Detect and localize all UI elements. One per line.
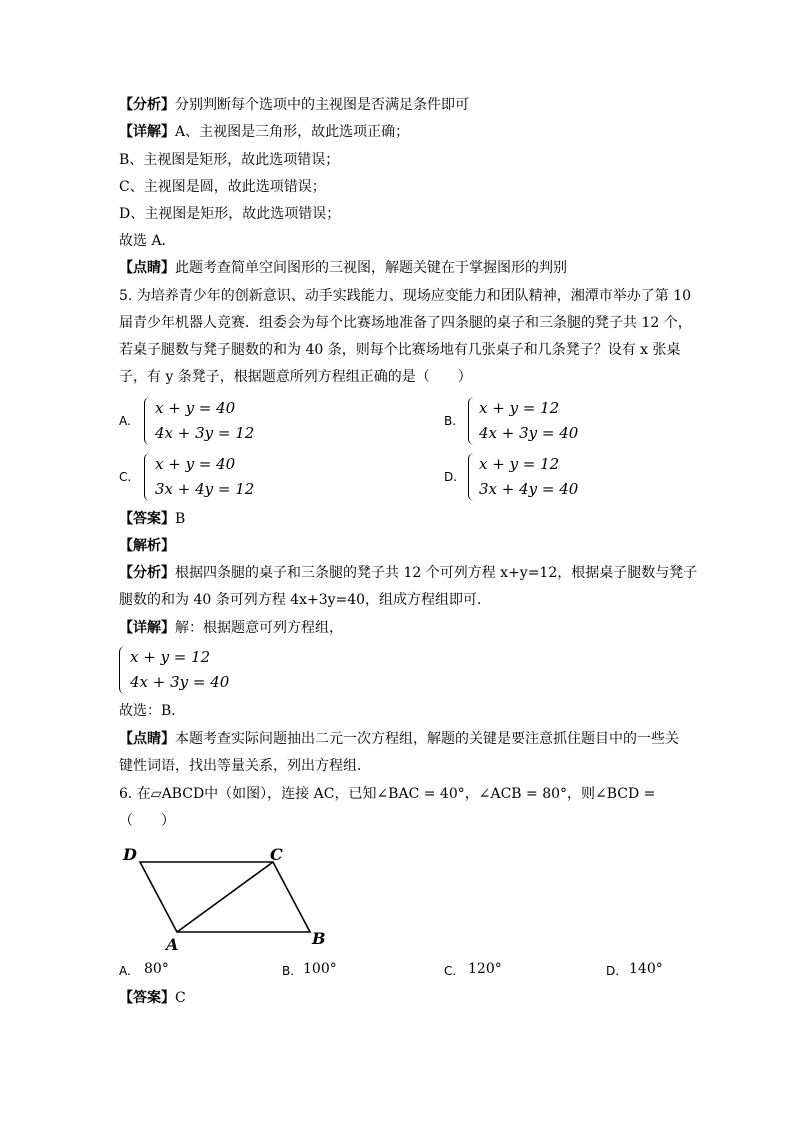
- answer-tag: 【答案】: [119, 990, 175, 1006]
- q5-comment-text1: 本题考查实际问题抽出二元一次方程组，解题的关键是要注意抓住题目中的一些关: [175, 731, 679, 747]
- brace: [144, 453, 152, 501]
- analysis-text: 分别判断每个选项中的主视图是否满足条件即可: [175, 97, 469, 113]
- q5-option-a-system: [144, 397, 254, 445]
- detail-tag: 【详解】: [119, 124, 175, 140]
- prev-choose-text: 故选 A．: [119, 233, 176, 249]
- detail-b-text: B、主视图是矩形，故此选项错误；: [119, 152, 340, 168]
- q5-choose-text: 故选：B．: [119, 703, 186, 719]
- vertex-label-d: D: [123, 845, 137, 864]
- q5-option-c-system: [144, 453, 254, 501]
- q5-option-c-eq1: x + y = 40: [155, 455, 236, 473]
- prev-detail-line: [119, 122, 409, 142]
- q6-option-b-label: B.: [282, 964, 295, 978]
- vertex-label-c: C: [270, 845, 283, 864]
- brace: [468, 397, 476, 445]
- q6-option-b-value: 100°: [303, 961, 337, 977]
- prev-analysis-line: [119, 95, 469, 115]
- prev-comment-line: [119, 258, 567, 278]
- q5-comment-line1: [119, 729, 679, 749]
- vertex-label-a: A: [166, 935, 179, 954]
- q6-stem-line1: 6. 在▱ABCD中（如图），连接 AC，已知∠BAC = 40°，∠ACB = 80°，则∠BCD =: [119, 786, 656, 802]
- q5-solution-system: [119, 646, 229, 694]
- explain-tag: 【解析】: [119, 538, 175, 554]
- vertex-label-b: B: [312, 929, 326, 948]
- q5-stem-line4: 子，有 y 条凳子，根据题意所列方程组正确的是（ ）: [119, 369, 472, 385]
- q6-option-c-value: 120°: [468, 961, 502, 977]
- brace: [468, 453, 476, 501]
- q5-stem-line1: 5. 为培养青少年的创新意识、动手实践能力、现场应变能力和团队精神，湘潭市举办了第 10: [119, 288, 692, 304]
- q5-option-d-eq1: x + y = 12: [479, 455, 560, 473]
- q5-analysis-line1: [119, 563, 697, 583]
- q5-option-d-eq2: 3x + 4y = 40: [479, 480, 579, 498]
- q5-stem-line2: 届青少年机器人竞赛．组委会为每个比赛场地准备了四条腿的桌子和三条腿的凳子共 12 个，: [119, 315, 692, 331]
- q5-analysis-text2: 腿数的和为 40 条可列方程 4x+3y=40，组成方程组即可．: [119, 592, 492, 608]
- q5-option-c-label: C.: [119, 470, 132, 484]
- detail-a-text: A、主视图是三角形，故此选项正确；: [175, 124, 410, 140]
- q5-solution-eq2: 4x + 3y = 40: [130, 673, 230, 691]
- q5-detail-text: 解：根据题意可列方程组，: [175, 620, 343, 636]
- q6-option-d-label: D.: [606, 964, 620, 978]
- q5-analysis-text1: 根据四条腿的桌子和三条腿的凳子共 12 个可列方程 x+y=12，根据桌子腿数与凳子: [175, 565, 698, 581]
- analysis-tag: 【分析】: [119, 565, 175, 581]
- detail-c-text: C、主视图是圆，故此选项错误；: [119, 179, 326, 195]
- comment-tag: 【点睛】: [119, 731, 175, 747]
- q5-option-d-system: [468, 453, 578, 501]
- diagonal-ac: [177, 862, 273, 932]
- q5-explain-tag: [119, 536, 175, 556]
- q5-option-b-label: B.: [444, 414, 457, 428]
- q6-stem-line2: （ ）: [119, 813, 175, 829]
- brace: [144, 397, 152, 445]
- q6-option-c-label: C.: [444, 964, 457, 978]
- comment-tag: 【点睛】: [119, 260, 175, 276]
- answer-tag: 【答案】: [119, 511, 175, 527]
- q5-option-a-eq1: x + y = 40: [155, 399, 236, 417]
- q6-option-a-label: A.: [119, 964, 131, 978]
- brace: [119, 646, 127, 694]
- q5-option-b-eq1: x + y = 12: [479, 399, 560, 417]
- q5-option-d-label: D.: [444, 470, 458, 484]
- comment-text: 此题考查简单空间图形的三视图，解题关键在于掌握图形的判别: [175, 260, 567, 276]
- q5-option-b-eq2: 4x + 3y = 40: [479, 424, 579, 442]
- q6-answer-value: C: [175, 990, 186, 1006]
- q5-stem-line3: 若桌子腿数与凳子腿数的和为 40 条，则每个比赛场地有几张桌子和几条凳子？设有 x 张桌: [119, 342, 681, 358]
- q5-answer-line: [119, 509, 185, 529]
- q6-answer-line: [119, 988, 186, 1008]
- parallelogram-figure: [115, 840, 355, 960]
- detail-tag: 【详解】: [119, 620, 175, 636]
- q5-option-c-eq2: 3x + 4y = 12: [155, 480, 255, 498]
- q5-answer-value: B: [175, 511, 186, 527]
- q5-solution-eq1: x + y = 12: [130, 648, 211, 666]
- analysis-tag: 【分析】: [119, 97, 175, 113]
- q5-comment-text2: 键性词语，找出等量关系，列出方程组．: [119, 758, 371, 774]
- q5-option-a-eq2: 4x + 3y = 12: [155, 424, 255, 442]
- detail-d-text: D、主视图是矩形，故此选项错误；: [119, 206, 341, 222]
- q5-option-a-label: A.: [119, 414, 131, 428]
- q6-option-d-value: 140°: [629, 961, 663, 977]
- q5-option-b-system: [468, 397, 578, 445]
- q5-detail-line: [119, 618, 343, 638]
- q6-option-a-value: 80°: [144, 961, 169, 977]
